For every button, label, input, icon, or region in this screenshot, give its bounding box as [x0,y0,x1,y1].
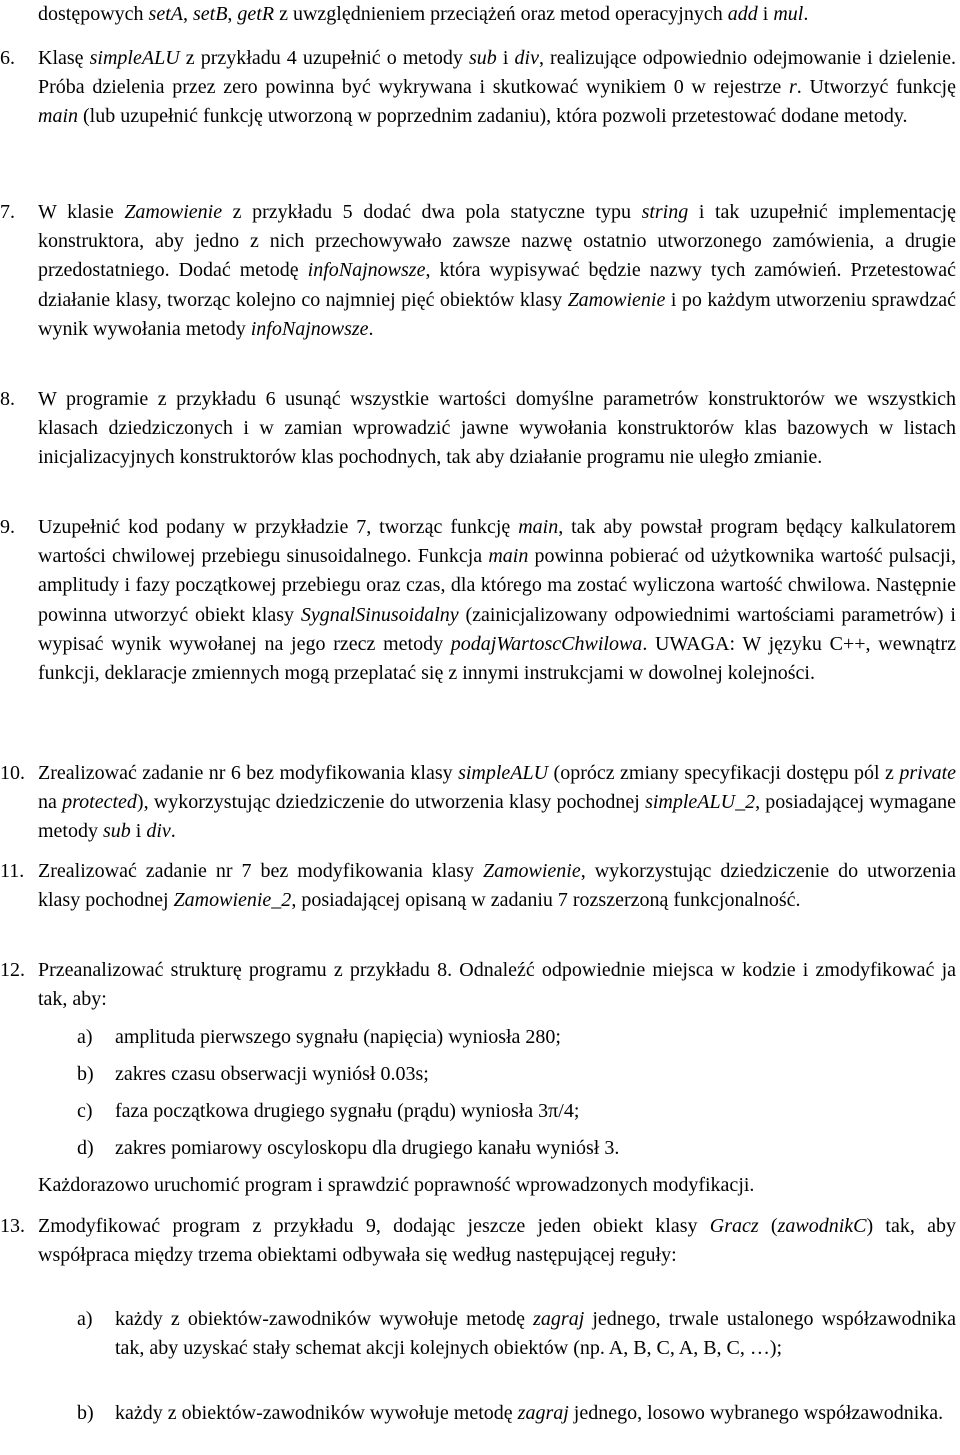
italic-identifier: Zamowienie [124,201,223,223]
italic-identifier: string [641,201,689,223]
italic-identifier: r [788,76,797,99]
italic-identifier: setA [148,3,183,25]
task-13-subitem-a [77,1305,956,1363]
italic-identifier: zagraj [517,1402,569,1424]
task-text: Klasę simpleALU z przykładu 4 uzupełnić o metody sub i div, realizujące odpowiednio odejmowanie i dzielenie. Próba dzielenia przez zero powinna być wykrywana i skutkować wynikiem 0 w rejestrze r. Utworzyć funkcję main (lub uzupełnić funkcję utworzoną w poprzednim zadaniu), która pozwoli przetestować dodane metody. [38,47,956,128]
task-number: 11. [0,860,25,882]
italic-identifier: div [146,820,171,843]
italic-identifier: Zamowienie [482,860,581,882]
task-12 [0,956,956,1014]
italic-identifier: protected [62,791,137,814]
task-6 [0,44,956,132]
task-text: W programie z przykładu 6 usunąć wszystkie wartości domyślne parametrów konstruktorów we wszystkich klasach dziedziczonych i w zamian wprowadzić jawne wywołania konstruktorów klas bazowych w listach inicjalizacyjnych konstruktorów klas pochodnych, tak aby działanie programu nie uległo zmianie. [38,388,956,469]
italic-identifier: div [514,47,539,69]
subitem-label: c) [77,1100,93,1122]
italic-identifier: simpleALU [458,762,549,784]
italic-identifier: simpleALU_2 [645,791,756,814]
subitem-text: zakres czasu obserwacji wyniósł 0.03s; [115,1063,429,1085]
subitem-text: każdy z obiektów-zawodników wywołuje metodę zagraj jednego, losowo wybranego współzawodnika. [115,1402,944,1424]
task-9 [0,513,956,688]
italic-identifier: SygnalSinusoidalny [300,603,459,626]
task-number: 8. [0,388,15,410]
italic-identifier: Gracz [709,1215,759,1237]
italic-identifier: podajWartoscChwilowa [450,632,643,655]
italic-identifier: sub [468,47,497,69]
task-11 [0,857,956,915]
italic-identifier: infoNajnowsze [250,317,369,340]
subitem-text: zakres pomiarowy oscyloskopu dla drugiego kanału wyniósł 3. [115,1137,620,1159]
task-13-subitem-b [77,1399,956,1428]
italic-identifier: getR [237,3,275,25]
italic-identifier: mul [773,3,804,25]
task-text: W klasie Zamowienie z przykładu 5 dodać dwa pola statyczne typu string i tak uzupełnić implementację konstruktora, aby jedno z nich przechowywało zawsze nazwę ostatnio utworzonego zamówienia, a drugie przedostatniego. Dodać metodę infoNajnowsze, która wypisywać będzie nazwy tych zamówień. Przetestować działanie klasy, tworząc kolejno co najmniej pięć obiektów klasy Zamowienie i po każdym utworzeniu sprawdzać wynik wywołania metody infoNajnowsze. [38,201,957,340]
subitem-label: a) [77,1308,93,1330]
task-text: Przeanalizować strukturę programu z przykładu 8. Odnaleźć odpowiednie miejsca w kodzie i zmodyfikować ja tak, aby: [38,959,956,1011]
italic-identifier: main [38,105,78,128]
task-12-subitem-c [77,1097,956,1126]
task-13 [0,1212,956,1270]
task-10 [0,759,957,847]
italic-identifier: zawodnikC [777,1215,867,1237]
italic-identifier: Zamowienie_2 [173,889,292,912]
subitem-label: d) [77,1137,94,1159]
task-12-closing-note: Każdorazowo uruchomić program i sprawdzić poprawność wprowadzonych modyfikacji. [38,1174,755,1196]
italic-identifier: add [727,3,758,25]
task-8 [0,385,956,473]
task-text: Zmodyfikować program z przykładu 9, dodając jeszcze jeden obiekt klasy Gracz (zawodnikC) tak, aby współpraca między trzema obiektami odbywała się według następującej reguły: [38,1215,956,1267]
task-text: Zrealizować zadanie nr 6 bez modyfikowania klasy simpleALU (oprócz zmiany specyfikacji dostępu pól z private na protected), wykorzystując dziedziczenie do utworzenia klasy pochodnej simpleALU_2, posiadającej wymagane metody sub i div. [38,762,957,843]
task-number: 12. [0,959,25,981]
task-12-subitem-d [77,1134,956,1163]
italic-identifier: Zamowienie [567,288,666,311]
subitem-label: b) [77,1063,94,1085]
task-number: 10. [0,762,25,784]
intro-paragraph: dostępowych setA, setB, getR z uwzględnieniem przeciążeń oraz metod operacyjnych add i mul. [38,3,809,25]
task-number: 9. [0,516,15,538]
italic-identifier: setB [192,3,228,25]
italic-identifier: simpleALU [89,47,180,69]
italic-identifier: main [488,545,529,568]
task-number: 13. [0,1215,25,1237]
italic-identifier: infoNajnowsze [307,259,426,282]
subitem-label: a) [77,1026,93,1048]
italic-identifier: private [899,762,957,784]
italic-identifier: main [518,516,559,538]
task-7 [0,198,957,344]
subitem-text: faza początkowa drugiego sygnału (prądu) wyniosła 3π/4; [115,1100,580,1122]
task-text: Zrealizować zadanie nr 7 bez modyfikowania klasy Zamowienie, wykorzystując dziedziczenie do utworzenia klasy pochodnej Zamowienie_2, posiadającej opisaną w zadaniu 7 rozszerzoną funkcjonalność. [38,860,956,912]
subitem-text: amplituda pierwszego sygnału (napięcia) wyniosła 280; [115,1026,561,1048]
italic-identifier: zagraj [533,1308,585,1330]
task-12-subitem-a [77,1023,956,1052]
task-number: 6. [0,47,15,69]
italic-identifier: sub [103,820,131,843]
subitem-label: b) [77,1402,94,1424]
task-number: 7. [0,201,15,223]
subitem-text: każdy z obiektów-zawodników wywołuje metodę zagraj jednego, trwale ustalonego współzawodnika tak, aby uzyskać stały schemat akcji kolejnych obiektów (np. A, B, C, A, B, C, …); [115,1308,956,1360]
task-12-subitem-b [77,1060,956,1089]
task-text: Uzupełnić kod podany w przykładzie 7, tworząc funkcję main, tak aby powstał program będący kalkulatorem wartości chwilowej przebiegu sinusoidalnego. Funkcja main powinna pobierać od użytkownika wartość pulsacji, amplitudy i fazy początkowej przebiegu oraz czas, dla którego ma zostać wyliczona wartość chwilowa. Następnie powinna utworzyć obiekt klasy SygnalSinusoidalny (zainicjalizowany odpowiednimi wartościami parametrów) i wypisać wynik wywołanej na jego rzecz metody podajWartoscChwilowa. UWAGA: W języku C++, wewnątrz funkcji, deklaracje zmiennych mogą przeplatać się z innymi instrukcjami w dowolnej kolejności. [38,516,956,685]
